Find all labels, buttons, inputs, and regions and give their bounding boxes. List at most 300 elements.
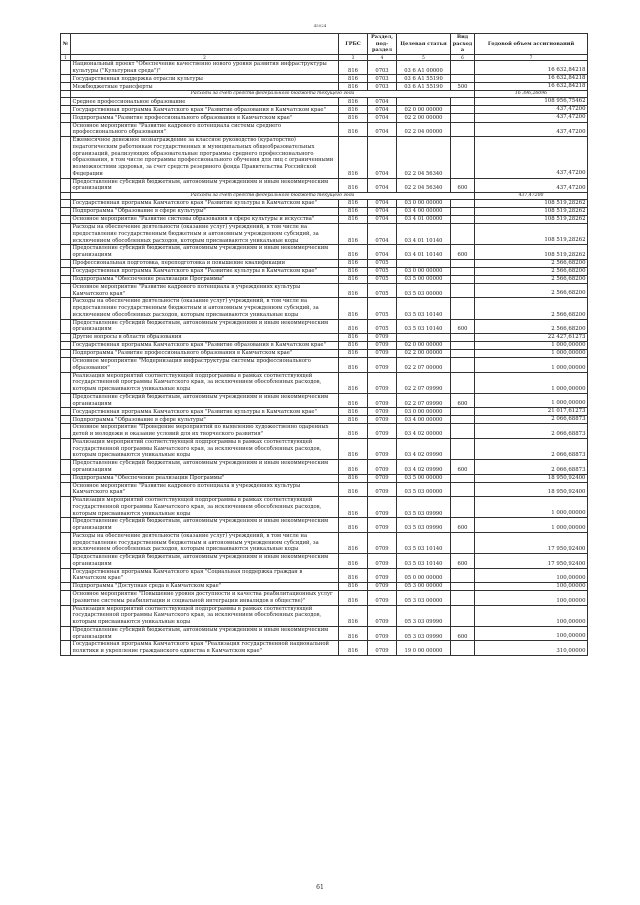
row-razdel: 0704 bbox=[368, 178, 397, 193]
table-row bbox=[61, 114, 588, 122]
row-name: Государственная программа Камчатского края "Развитие культуры в Камчатском крае" bbox=[71, 267, 339, 275]
row-no-cell bbox=[61, 275, 71, 283]
row-sum: 108 956,75462 bbox=[475, 98, 588, 106]
row-grbs: 816 bbox=[339, 416, 368, 424]
table-row bbox=[61, 532, 588, 553]
row-cs: 02 2 07 09990 bbox=[397, 393, 451, 408]
row-razdel: 0705 bbox=[368, 267, 397, 275]
row-no-cell bbox=[61, 298, 71, 319]
page-header-tag: 45024 bbox=[313, 23, 327, 28]
row-grbs: 816 bbox=[339, 114, 368, 122]
table-row bbox=[61, 641, 588, 656]
row-grbs: 816 bbox=[339, 275, 368, 283]
header-no: № bbox=[61, 34, 71, 55]
table-row bbox=[61, 137, 588, 179]
row-sum: 437,47200 bbox=[475, 178, 588, 193]
row-name: Государственная программа Камчатского края "Развитие образования в Камчатском крае" bbox=[71, 106, 339, 114]
row-name: Ежемесячное денежное вознаграждение за классное руководство (кураторство) педагогическим работникам государственных и муниципальных общеобразовательных организаций, реализующих образовательные программы среднего профессионального образования, в том числе программы профессионального обучения для лиц с ограниченными возможностями здоровья, за счет средств резервного фонда Правительства Российской Федерации bbox=[71, 137, 339, 179]
row-razdel: 0704 bbox=[368, 122, 397, 137]
row-cs: 03 5 03 10140 bbox=[397, 532, 451, 553]
row-no-cell bbox=[61, 358, 71, 373]
row-vr bbox=[451, 424, 475, 439]
row-no-cell bbox=[61, 438, 71, 459]
row-grbs: 816 bbox=[339, 283, 368, 298]
row-cs: 02 2 04 56340 bbox=[397, 178, 451, 193]
row-razdel: 0703 bbox=[368, 60, 397, 75]
row-grbs: 816 bbox=[339, 583, 368, 591]
row-vr bbox=[451, 60, 475, 75]
row-no-cell bbox=[61, 497, 71, 518]
table-row bbox=[61, 568, 588, 583]
row-no-cell bbox=[61, 416, 71, 424]
row-sum: 437,47200 bbox=[475, 137, 588, 179]
col-number: 6 bbox=[451, 54, 475, 60]
row-no-cell bbox=[61, 245, 71, 260]
row-no-cell bbox=[61, 283, 71, 298]
row-name: Реализация мероприятий соответствующей подпрограммы в рамках соответствующей государственной программы Камчатского края, за исключением обособленных расходов, которым присваиваются уникальные коды bbox=[71, 605, 339, 626]
row-vr bbox=[451, 350, 475, 358]
row-no-cell bbox=[61, 334, 71, 342]
row-vr bbox=[451, 497, 475, 518]
row-name: Государственная программа Камчатского края "Развитие образования в Камчатском крае" bbox=[71, 342, 339, 350]
row-no-cell bbox=[61, 267, 71, 275]
row-cs: 03 0 00 00000 bbox=[397, 267, 451, 275]
row-no-cell bbox=[61, 626, 71, 641]
row-vr bbox=[451, 641, 475, 656]
row-grbs: 816 bbox=[339, 245, 368, 260]
row-vr bbox=[451, 416, 475, 424]
table-row bbox=[61, 591, 588, 606]
row-vr bbox=[451, 98, 475, 106]
row-name: Подпрограмма "Развитие профессионального образования в Камчатском крае" bbox=[71, 114, 339, 122]
row-no-cell bbox=[61, 122, 71, 137]
row-sum: 1 000,00000 bbox=[475, 497, 588, 518]
row-grbs: 816 bbox=[339, 482, 368, 497]
row-no-cell bbox=[61, 199, 71, 207]
row-sum: 437,47200 bbox=[475, 114, 588, 122]
row-name: Подпрограмма "Доступная среда в Камчатском крае" bbox=[71, 583, 339, 591]
table-row bbox=[61, 178, 588, 193]
row-no-cell bbox=[61, 460, 71, 475]
row-sum: 18 950,92400 bbox=[475, 474, 588, 482]
row-sum: 108 519,28262 bbox=[475, 224, 588, 245]
row-sum: 1 000,00000 bbox=[475, 372, 588, 393]
row-name: Подпрограмма "Образование в сфере культуры" bbox=[71, 207, 339, 215]
table-row bbox=[61, 267, 588, 275]
row-sum: 437,47200 bbox=[475, 122, 588, 137]
table-row bbox=[61, 106, 588, 114]
budget-table bbox=[60, 33, 588, 656]
row-cs bbox=[397, 334, 451, 342]
row-vr: 600 bbox=[451, 518, 475, 533]
row-grbs: 816 bbox=[339, 60, 368, 75]
row-no-cell bbox=[61, 474, 71, 482]
row-grbs: 816 bbox=[339, 298, 368, 319]
row-cs: 03 6 А1 55190 bbox=[397, 83, 451, 91]
row-razdel: 0709 bbox=[368, 518, 397, 533]
row-vr bbox=[451, 259, 475, 267]
table-header bbox=[61, 34, 588, 61]
row-sum: 17 950,92400 bbox=[475, 532, 588, 553]
row-vr bbox=[451, 216, 475, 224]
row-name: Предоставление субсидий бюджетным, автономным учреждениям и иным некоммерческим организациям bbox=[71, 319, 339, 334]
row-razdel: 0709 bbox=[368, 583, 397, 591]
row-grbs: 816 bbox=[339, 591, 368, 606]
row-vr bbox=[451, 408, 475, 416]
row-name: Основное мероприятие "Модернизация инфраструктуры системы профессионального образования" bbox=[71, 358, 339, 373]
row-razdel: 0709 bbox=[368, 474, 397, 482]
header-cs: Целевая статья bbox=[397, 34, 451, 55]
row-razdel: 0704 bbox=[368, 98, 397, 106]
row-sum: 2 566,68200 bbox=[475, 259, 588, 267]
row-no-cell bbox=[61, 216, 71, 224]
table-row bbox=[61, 283, 588, 298]
row-cs: 02 2 07 09990 bbox=[397, 372, 451, 393]
row-cs: 03 4 02 09990 bbox=[397, 460, 451, 475]
row-razdel: 0709 bbox=[368, 424, 397, 439]
row-no-cell bbox=[61, 98, 71, 106]
header-sum: Годовой объем ассигнований bbox=[475, 34, 588, 55]
row-no-cell bbox=[61, 518, 71, 533]
row-no-cell bbox=[61, 641, 71, 656]
row-sum: 1 000,00000 bbox=[475, 350, 588, 358]
row-vr bbox=[451, 199, 475, 207]
note-text: Расходы за счет средств федерального бюджета текущего года bbox=[71, 193, 475, 200]
row-grbs: 816 bbox=[339, 199, 368, 207]
row-name: Основное мероприятие "Развитие кадрового потенциала в учреждениях культуры Камчатского края" bbox=[71, 482, 339, 497]
row-sum: 17 950,92400 bbox=[475, 554, 588, 569]
row-vr: 600 bbox=[451, 460, 475, 475]
row-grbs: 816 bbox=[339, 532, 368, 553]
row-razdel: 0709 bbox=[368, 342, 397, 350]
table-row bbox=[61, 216, 588, 224]
row-grbs: 816 bbox=[339, 518, 368, 533]
row-sum: 2 066,68873 bbox=[475, 460, 588, 475]
row-grbs: 816 bbox=[339, 342, 368, 350]
row-sum: 1 000,00000 bbox=[475, 358, 588, 373]
row-no-cell bbox=[61, 350, 71, 358]
row-vr: 600 bbox=[451, 626, 475, 641]
row-cs: 03 4 00 00000 bbox=[397, 416, 451, 424]
row-vr bbox=[451, 605, 475, 626]
row-grbs: 816 bbox=[339, 334, 368, 342]
row-sum: 100,00000 bbox=[475, 605, 588, 626]
table-row bbox=[61, 408, 588, 416]
table-row bbox=[61, 98, 588, 106]
row-no-cell bbox=[61, 193, 71, 200]
row-razdel: 0709 bbox=[368, 350, 397, 358]
header-razdel: Раздел, под-раздел bbox=[368, 34, 397, 55]
row-name: Предоставление субсидий бюджетным, автономным учреждениям и иным некоммерческим организациям bbox=[71, 518, 339, 533]
row-cs: 03 4 01 10140 bbox=[397, 224, 451, 245]
row-cs: 02 0 00 00000 bbox=[397, 106, 451, 114]
row-grbs: 816 bbox=[339, 358, 368, 373]
row-sum: 108 519,28262 bbox=[475, 245, 588, 260]
row-razdel: 0709 bbox=[368, 416, 397, 424]
row-name: Предоставление субсидий бюджетным, автономным учреждениям и иным некоммерческим организациям bbox=[71, 393, 339, 408]
row-name: Подпрограмма "Развитие профессионального образования в Камчатском крае" bbox=[71, 350, 339, 358]
table-row bbox=[61, 393, 588, 408]
row-sum: 21 017,61273 bbox=[475, 408, 588, 416]
row-vr bbox=[451, 532, 475, 553]
row-cs: 05 3 03 09990 bbox=[397, 605, 451, 626]
row-vr bbox=[451, 591, 475, 606]
row-razdel: 0709 bbox=[368, 497, 397, 518]
row-cs: 03 4 02 09990 bbox=[397, 438, 451, 459]
table-row bbox=[61, 75, 588, 83]
row-cs: 03 5 00 00000 bbox=[397, 474, 451, 482]
row-cs: 03 4 02 00000 bbox=[397, 424, 451, 439]
row-vr bbox=[451, 137, 475, 179]
row-name: Государственная программа Камчатского края "Реализация государственной национальной политики и укрепление гражданского единства в Камчатском крае" bbox=[71, 641, 339, 656]
row-sum: 437,47200 bbox=[475, 106, 588, 114]
row-name: Предоставление субсидий бюджетным, автономным учреждениям и иным некоммерческим организациям bbox=[71, 178, 339, 193]
row-cs: 02 2 00 00000 bbox=[397, 350, 451, 358]
row-no-cell bbox=[61, 114, 71, 122]
row-cs: 03 5 03 10140 bbox=[397, 298, 451, 319]
row-sum: 16 396,26096 bbox=[475, 91, 588, 98]
row-razdel: 0703 bbox=[368, 83, 397, 91]
table-row bbox=[61, 474, 588, 482]
row-razdel: 0709 bbox=[368, 334, 397, 342]
row-grbs: 816 bbox=[339, 319, 368, 334]
row-razdel: 0705 bbox=[368, 275, 397, 283]
row-grbs: 816 bbox=[339, 641, 368, 656]
row-razdel: 0709 bbox=[368, 532, 397, 553]
row-grbs: 816 bbox=[339, 605, 368, 626]
row-sum: 2 066,68873 bbox=[475, 416, 588, 424]
row-cs: 03 4 01 00000 bbox=[397, 216, 451, 224]
row-vr bbox=[451, 106, 475, 114]
col-number: 3 bbox=[339, 54, 368, 60]
row-sum: 16 632,84218 bbox=[475, 75, 588, 83]
table-row bbox=[61, 518, 588, 533]
row-razdel: 0704 bbox=[368, 199, 397, 207]
row-vr bbox=[451, 342, 475, 350]
table-row bbox=[61, 416, 588, 424]
table-row bbox=[61, 122, 588, 137]
row-no-cell bbox=[61, 482, 71, 497]
row-sum: 2 566,68200 bbox=[475, 283, 588, 298]
row-name: Основное мероприятие "Развитие кадрового потенциала системы среднего профессионального образования" bbox=[71, 122, 339, 137]
row-vr bbox=[451, 583, 475, 591]
row-grbs: 816 bbox=[339, 137, 368, 179]
row-cs: 02 2 04 56340 bbox=[397, 137, 451, 179]
row-no-cell bbox=[61, 532, 71, 553]
row-grbs: 816 bbox=[339, 98, 368, 106]
row-sum: 100,00000 bbox=[475, 583, 588, 591]
row-vr bbox=[451, 334, 475, 342]
row-no-cell bbox=[61, 372, 71, 393]
row-name: Подпрограмма "Образование в сфере культуры" bbox=[71, 416, 339, 424]
row-sum: 1 000,00000 bbox=[475, 393, 588, 408]
row-razdel: 0704 bbox=[368, 207, 397, 215]
row-sum: 437,47200 bbox=[475, 193, 588, 200]
table-row bbox=[61, 460, 588, 475]
row-vr bbox=[451, 267, 475, 275]
row-no-cell bbox=[61, 591, 71, 606]
row-grbs: 816 bbox=[339, 267, 368, 275]
row-cs: 05 0 00 00000 bbox=[397, 568, 451, 583]
row-cs bbox=[397, 98, 451, 106]
table-row bbox=[61, 245, 588, 260]
row-grbs: 816 bbox=[339, 460, 368, 475]
row-vr bbox=[451, 358, 475, 373]
row-name: Государственная программа Камчатского края "Развитие культуры в Камчатском крае" bbox=[71, 408, 339, 416]
row-sum: 100,00000 bbox=[475, 626, 588, 641]
row-grbs: 816 bbox=[339, 424, 368, 439]
header-vr: Вид расхода bbox=[451, 34, 475, 55]
row-no-cell bbox=[61, 178, 71, 193]
row-no-cell bbox=[61, 137, 71, 179]
row-no-cell bbox=[61, 408, 71, 416]
row-vr bbox=[451, 482, 475, 497]
table-row bbox=[61, 199, 588, 207]
table-row bbox=[61, 275, 588, 283]
row-no-cell bbox=[61, 83, 71, 91]
table-row bbox=[61, 497, 588, 518]
row-grbs: 816 bbox=[339, 408, 368, 416]
row-cs: 03 5 03 00000 bbox=[397, 283, 451, 298]
row-grbs: 816 bbox=[339, 224, 368, 245]
row-vr bbox=[451, 568, 475, 583]
row-cs: 03 6 А1 00000 bbox=[397, 60, 451, 75]
table-row bbox=[61, 259, 588, 267]
row-no-cell bbox=[61, 393, 71, 408]
row-name: Государственная программа Камчатского края "Развитие культуры в Камчатском крае" bbox=[71, 199, 339, 207]
table-row bbox=[61, 358, 588, 373]
row-vr bbox=[451, 438, 475, 459]
row-vr: 500 bbox=[451, 83, 475, 91]
table-body bbox=[61, 60, 588, 655]
row-no-cell bbox=[61, 106, 71, 114]
row-no-cell bbox=[61, 342, 71, 350]
row-vr: 600 bbox=[451, 319, 475, 334]
row-cs: 03 0 00 00000 bbox=[397, 199, 451, 207]
table-row bbox=[61, 298, 588, 319]
row-vr bbox=[451, 298, 475, 319]
row-cs: 02 2 00 00000 bbox=[397, 114, 451, 122]
row-grbs: 816 bbox=[339, 350, 368, 358]
row-vr: 600 bbox=[451, 178, 475, 193]
row-cs: 19 0 00 00000 bbox=[397, 641, 451, 656]
row-cs: 03 4 00 00000 bbox=[397, 207, 451, 215]
row-grbs: 816 bbox=[339, 83, 368, 91]
row-razdel: 0705 bbox=[368, 283, 397, 298]
header-grbs: ГРБС bbox=[339, 34, 368, 55]
table-row bbox=[61, 424, 588, 439]
row-sum: 16 632,84218 bbox=[475, 60, 588, 75]
row-razdel: 0709 bbox=[368, 482, 397, 497]
row-cs bbox=[397, 259, 451, 267]
row-grbs: 816 bbox=[339, 554, 368, 569]
row-vr bbox=[451, 114, 475, 122]
row-name: Предоставление субсидий бюджетным, автономным учреждениям и иным некоммерческим организациям bbox=[71, 245, 339, 260]
row-cs: 03 5 00 00000 bbox=[397, 275, 451, 283]
row-sum: 2 066,68873 bbox=[475, 438, 588, 459]
row-no-cell bbox=[61, 224, 71, 245]
table-row bbox=[61, 342, 588, 350]
row-no-cell bbox=[61, 554, 71, 569]
table-row bbox=[61, 626, 588, 641]
col-number: 5 bbox=[397, 54, 451, 60]
row-grbs: 816 bbox=[339, 372, 368, 393]
table-row bbox=[61, 207, 588, 215]
row-cs: 03 5 03 09990 bbox=[397, 518, 451, 533]
row-no-cell bbox=[61, 583, 71, 591]
row-grbs: 816 bbox=[339, 626, 368, 641]
row-no-cell bbox=[61, 91, 71, 98]
row-razdel: 0703 bbox=[368, 75, 397, 83]
row-name: Основное мероприятие "Повышение уровня доступности и качества реабилитационных услуг (развитие системы реабилитации и социальной интеграции инвалидов в обществе)" bbox=[71, 591, 339, 606]
row-razdel: 0704 bbox=[368, 245, 397, 260]
row-name: Основное мероприятие "Проведение мероприятий по выявлению художественно одаренных детей и молодежи и оказание условий для их творческого развития" bbox=[71, 424, 339, 439]
table-row bbox=[61, 224, 588, 245]
row-cs: 02 2 04 00000 bbox=[397, 122, 451, 137]
row-razdel: 0709 bbox=[368, 393, 397, 408]
row-sum: 100,00000 bbox=[475, 591, 588, 606]
row-razdel: 0709 bbox=[368, 626, 397, 641]
row-sum: 100,00000 bbox=[475, 568, 588, 583]
row-razdel: 0709 bbox=[368, 438, 397, 459]
row-sum: 310,00000 bbox=[475, 641, 588, 656]
row-name: Расходы на обеспечение деятельности (оказание услуг) учреждений, в том числе на предоставление государственным бюджетным и автономным учреждениям субсидий, за исключением обособленных расходов, которым присваиваются уникальные коды bbox=[71, 298, 339, 319]
row-no-cell bbox=[61, 259, 71, 267]
row-vr bbox=[451, 372, 475, 393]
row-no-cell bbox=[61, 605, 71, 626]
row-grbs: 816 bbox=[339, 497, 368, 518]
col-number: 4 bbox=[368, 54, 397, 60]
row-no-cell bbox=[61, 75, 71, 83]
row-no-cell bbox=[61, 60, 71, 75]
row-vr bbox=[451, 283, 475, 298]
row-razdel: 0704 bbox=[368, 106, 397, 114]
row-name: Профессиональная подготовка, переподготовка и повышение квалификации bbox=[71, 259, 339, 267]
row-no-cell bbox=[61, 568, 71, 583]
row-razdel: 0705 bbox=[368, 319, 397, 334]
row-razdel: 0704 bbox=[368, 137, 397, 179]
row-name: Подпрограмма "Обеспечение реализации Программы" bbox=[71, 474, 339, 482]
row-sum: 22 427,61273 bbox=[475, 334, 588, 342]
row-grbs: 816 bbox=[339, 393, 368, 408]
table-row bbox=[61, 438, 588, 459]
row-sum: 18 950,92400 bbox=[475, 482, 588, 497]
row-vr bbox=[451, 474, 475, 482]
row-name: Предоставление субсидий бюджетным, автономным учреждениям и иным некоммерческим организациям bbox=[71, 626, 339, 641]
row-name: Национальный проект "Обеспечение качественно нового уровня развития инфраструктуры культуры ("Культурная среда")" bbox=[71, 60, 339, 75]
row-grbs: 816 bbox=[339, 75, 368, 83]
row-name: Государственная поддержка отрасли культуры bbox=[71, 75, 339, 83]
table-row bbox=[61, 319, 588, 334]
row-sum: 108 519,28262 bbox=[475, 199, 588, 207]
row-grbs: 816 bbox=[339, 216, 368, 224]
row-razdel: 0709 bbox=[368, 568, 397, 583]
row-grbs: 816 bbox=[339, 259, 368, 267]
row-name: Реализация мероприятий соответствующей подпрограммы в рамках соответствующей государственной программы Камчатского края, за исключением обособленных расходов, которым присваиваются уникальные коды bbox=[71, 497, 339, 518]
row-cs: 05 3 00 00000 bbox=[397, 583, 451, 591]
col-number: 2 bbox=[71, 54, 339, 60]
row-name: Основное мероприятие "Развитие системы образования в сфере культуры и искусства" bbox=[71, 216, 339, 224]
col-number: 7 bbox=[475, 54, 588, 60]
header-name bbox=[71, 34, 339, 55]
row-cs: 03 4 01 10140 bbox=[397, 245, 451, 260]
row-vr: 600 bbox=[451, 245, 475, 260]
row-name: Реализация мероприятий соответствующей подпрограммы в рамках соответствующей государственной программы Камчатского края, за исключением обособленных расходов, которым присваиваются уникальные коды bbox=[71, 438, 339, 459]
row-name: Реализация мероприятий соответствующей подпрограммы в рамках соответствующей государственной программы Камчатского края, за исключением обособленных расходов, которым присваиваются уникальные коды bbox=[71, 372, 339, 393]
row-no-cell bbox=[61, 207, 71, 215]
note-text: Расходы за счет средств федерального бюджета текущего года bbox=[71, 91, 475, 98]
table-row bbox=[61, 60, 588, 75]
